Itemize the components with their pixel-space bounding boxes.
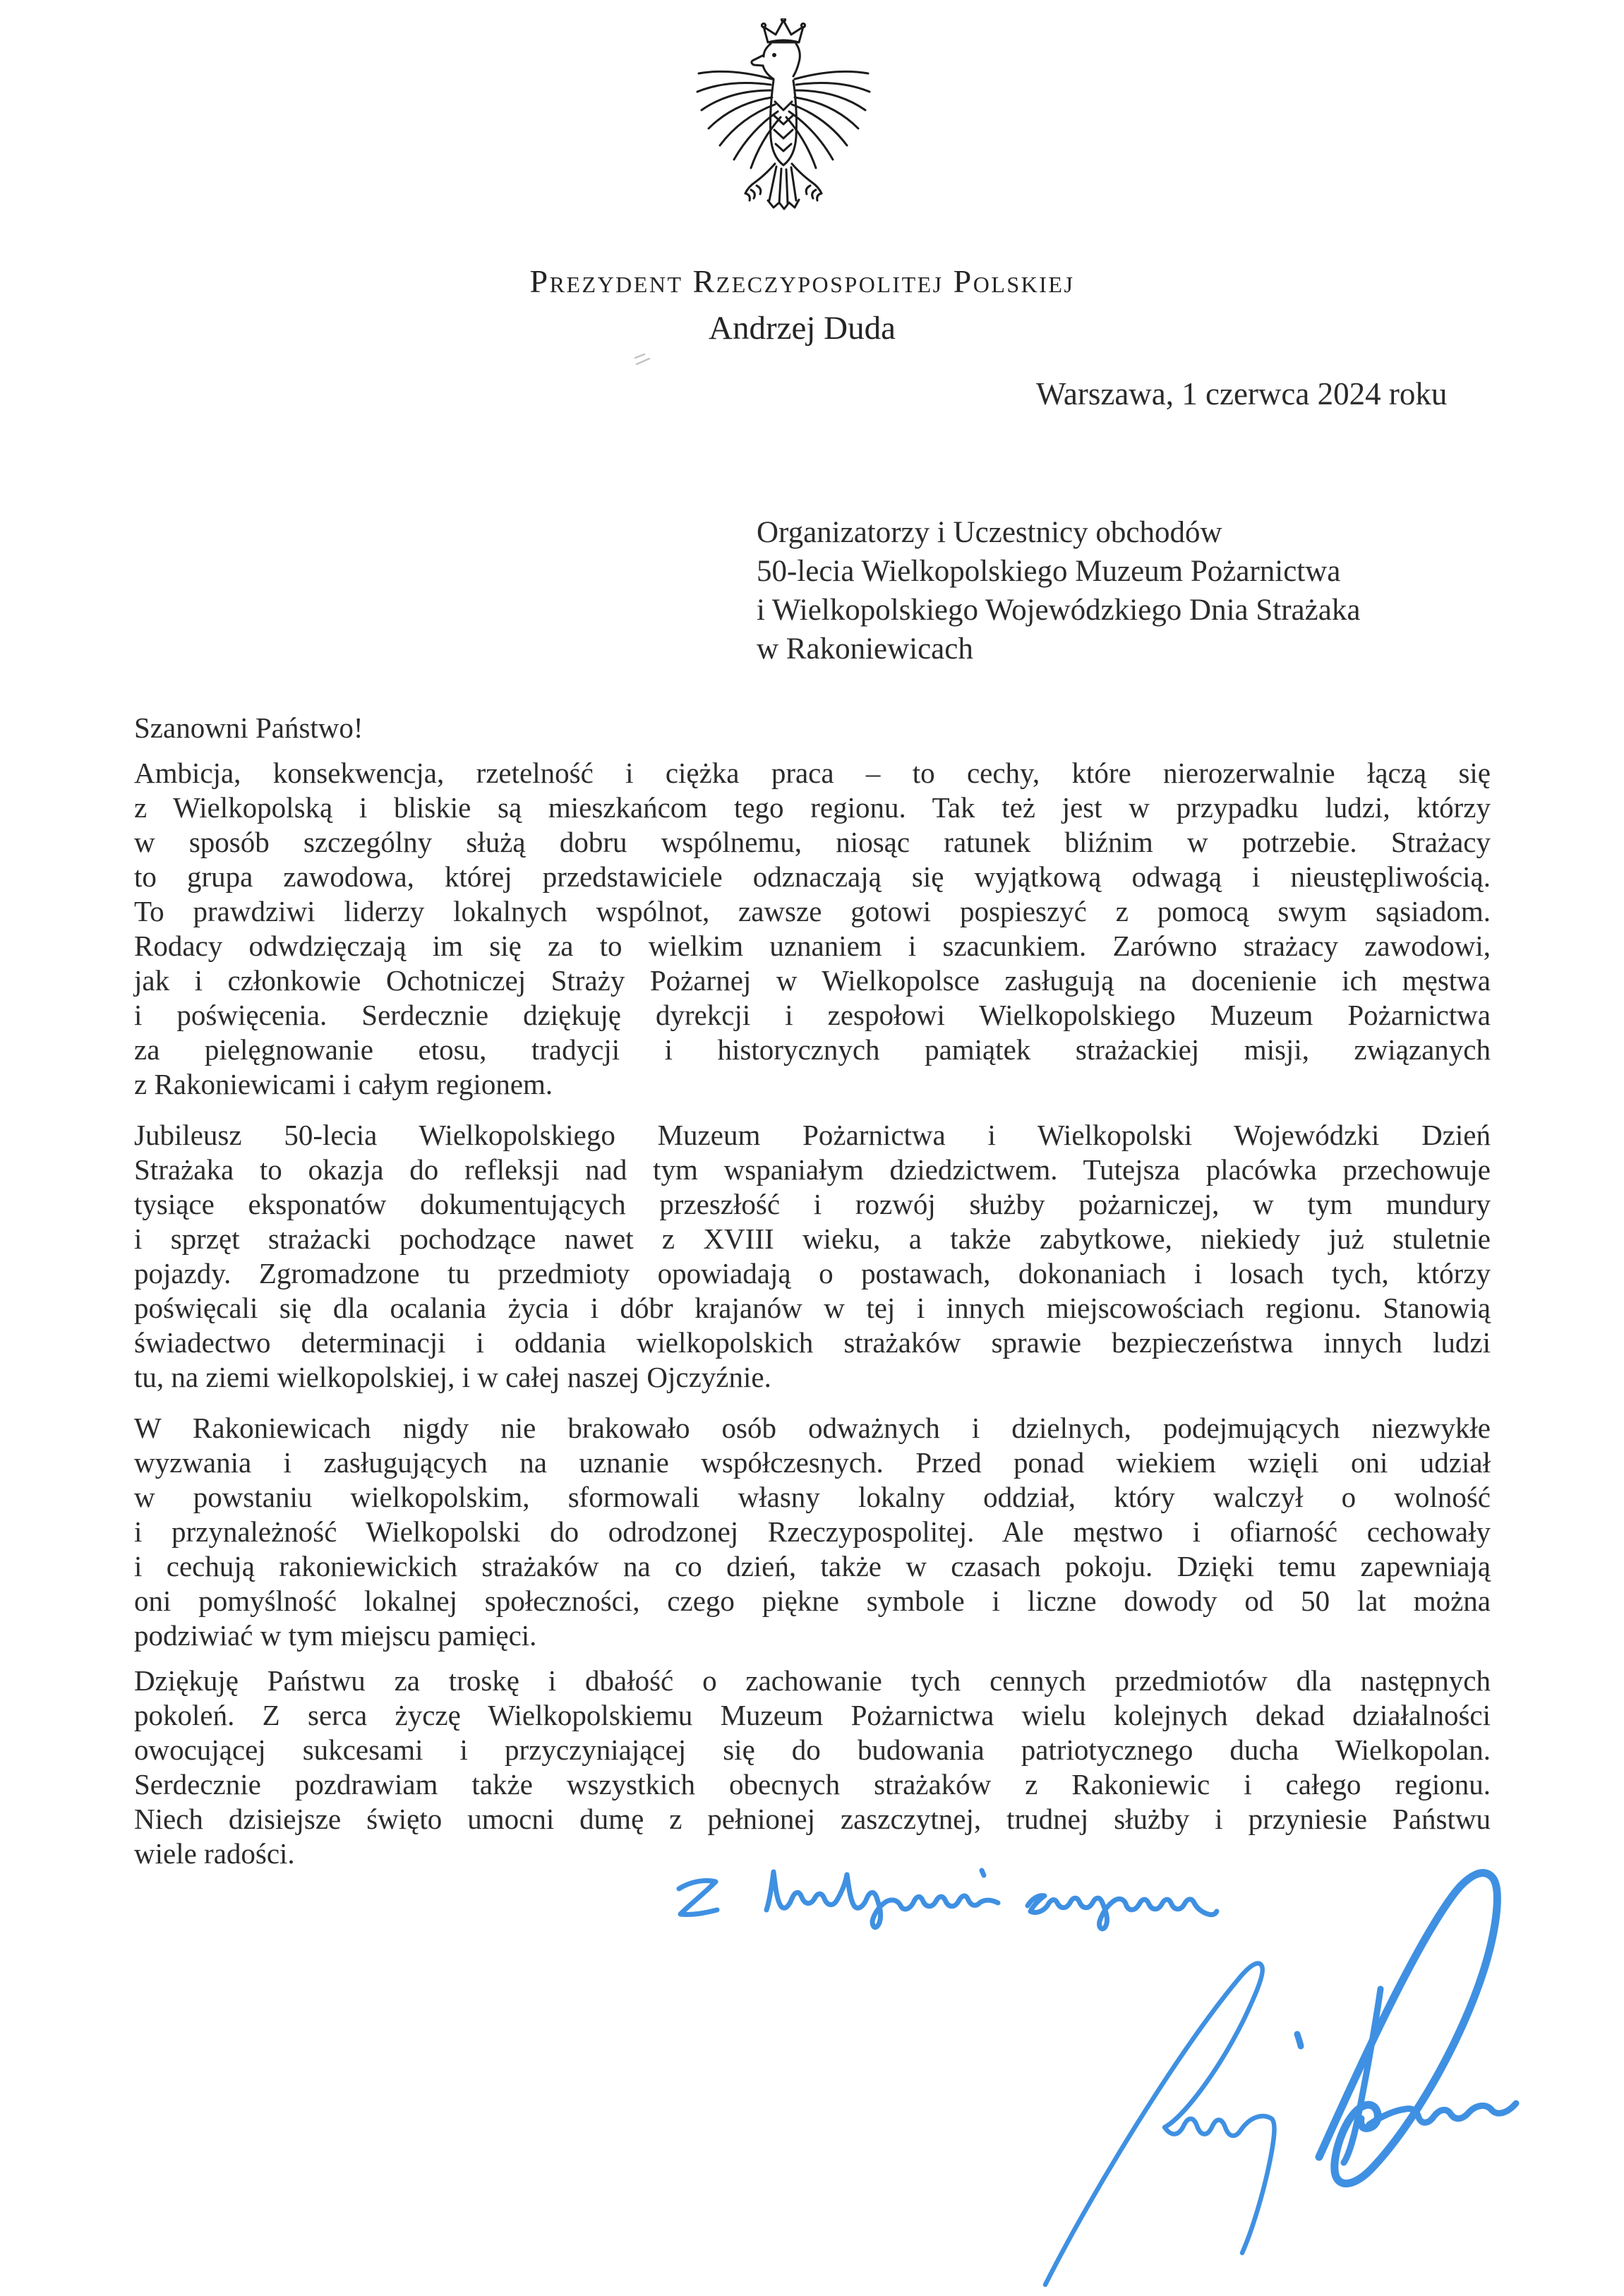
text-line: To prawdziwi liderzy lokalnych wspólnot, zawsze gotowi pospieszyć z pomocą swym sąsiadom. <box>134 895 1491 927</box>
text-line: Niech dzisiejsze święto umocni dumę z pełnionej zaszczytnej, trudnej służby i przyniesie Państwu <box>134 1803 1491 1835</box>
text-line: W Rakoniewicach nigdy nie brakowało osób odważnych i dzielnych, podejmujących niezwykłe <box>134 1412 1491 1444</box>
signature-autograph <box>1045 1873 1516 2285</box>
text-line: i Wielkopolskiego Wojewódzkiego Dnia Strażaka <box>757 594 1361 627</box>
text-line: świadectwo determinacji i oddania wielkopolskich strażaków sprawie bezpieczeństwa innych ludzi <box>134 1326 1491 1359</box>
text-line: poświęcali się dla ocalania życia i dóbr krajanów w tej i innych miejscowościach regionu. Stanowią <box>134 1292 1491 1324</box>
text-line: wyzwania i zasługujących na uznanie współczesnych. Przed ponad wiekiem wzięli oni udział <box>134 1446 1491 1479</box>
text-line: Rodacy odwdzięczają im się za to wielkim uznaniem i szacunkiem. Zarówno strażacy zawodowi, <box>134 930 1491 962</box>
paragraph-3 <box>134 1411 1491 1653</box>
text-line: Ambicja, konsekwencja, rzetelność i ciężka praca – to cechy, które nierozerwalnie łączą się <box>134 757 1491 789</box>
handwritten-closing <box>679 1870 1217 1929</box>
text-line: i sprzęt strażacki pochodzące nawet z XVIII wieku, a także zabytkowe, niekiedy już stuletnie <box>134 1222 1491 1255</box>
letterhead-title: Prezydent Rzeczypospolitej Polskiej <box>529 263 1075 299</box>
text-line: tu, na ziemi wielkopolskiej, i w całej naszej Ojczyźnie. <box>134 1361 771 1393</box>
text-line: pojazdy. Zgromadzone tu przedmioty opowiadają o postawach, dokonaniach i losach tych, którzy <box>134 1257 1491 1290</box>
paragraph-1 <box>134 756 1491 1102</box>
text-line: wiele radości. <box>134 1837 295 1870</box>
scan-artifact <box>632 350 661 370</box>
text-line: i przynależność Wielkopolski do odrodzonej Rzeczypospolitej. Ale męstwo i ofiarność cechowały <box>134 1515 1491 1548</box>
text-line: 50-lecia Wielkopolskiego Muzeum Pożarnictwa <box>757 555 1341 588</box>
text-line: i poświęcenia. Serdecznie dziękuję dyrekcji i zespołowi Wielkopolskiego Muzeum Pożarnictwa <box>134 999 1491 1031</box>
text-line: i cechują rakoniewickich strażaków na co dzień, także w czasach pokoju. Dzięki temu zapewniają <box>134 1550 1491 1582</box>
text-line: owocującej sukcesami i przyczyniającej się do budowania patriotycznego ducha Wielkopolan. <box>134 1733 1491 1766</box>
paragraph-4 <box>134 1664 1491 1871</box>
text-line: oni pomyślność lokalnej społeczności, czego piękne symbole i liczne dowody od 50 lat można <box>134 1585 1491 1617</box>
text-line: Jubileusz 50-lecia Wielkopolskiego Muzeum Pożarnictwa i Wielkopolski Wojewódzki Dzień <box>134 1119 1491 1151</box>
text-line: Dziękuję Państwu za troskę i dbałość o zachowanie tych cennych przedmiotów dla następnych <box>134 1664 1491 1697</box>
text-line: tysiące eksponatów dokumentujących przeszłość i rozwój służby pożarniczej, w tym mundury <box>134 1188 1491 1220</box>
text-line: w Rakoniewicach <box>757 632 973 666</box>
text-line: w powstaniu wielkopolskim, sformowali własny lokalny oddział, który walczył o wolność <box>134 1481 1491 1513</box>
addressee-block <box>757 513 1360 668</box>
text-line: za pielęgnowanie etosu, tradycji i historycznych pamiątek strażackiej misji, związanych <box>134 1033 1491 1066</box>
text-line: z Rakoniewicami i całym regionem. <box>134 1068 553 1100</box>
dateline: Warszawa, 1 czerwca 2024 roku <box>1036 376 1448 411</box>
text-line: Organizatorzy i Uczestnicy obchodów <box>757 516 1222 549</box>
text-line: Strażaka to okazja do refleksji nad tym wspaniałym dziedzictwem. Tutejsza placówka przechowuje <box>134 1153 1491 1186</box>
text-line: podziwiać w tym miejscu pamięci. <box>134 1619 537 1652</box>
text-line: jak i członkowie Ochotniczej Straży Pożarnej w Wielkopolsce zasługują na docenienie ich męstwa <box>134 964 1491 997</box>
text-line: w sposób szczególny służą dobru wspólnemu, niosąc ratunek bliźnim w potrzebie. Strażacy <box>134 826 1491 858</box>
paragraph-2 <box>134 1118 1491 1395</box>
text-line: Serdecznie pozdrawiam także wszystkich obecnych strażaków z Rakoniewic i całego regionu. <box>134 1768 1491 1801</box>
text-line: to grupa zawodowa, której przedstawiciele odznaczają się wyjątkową odwagą i nieustępliwością. <box>134 860 1491 893</box>
text-line: z Wielkopolską i bliskie są mieszkańcom tego regionu. Tak też jest w przypadku ludzi, którzy <box>134 791 1491 824</box>
letterhead-name: Andrzej Duda <box>709 310 896 347</box>
polish-eagle-emblem <box>690 18 877 224</box>
salutation: Szanowni Państwo! <box>134 711 363 744</box>
text-line: pokoleń. Z serca życzę Wielkopolskiemu Muzeum Pożarnictwa wielu kolejnych dekad działalności <box>134 1699 1491 1731</box>
